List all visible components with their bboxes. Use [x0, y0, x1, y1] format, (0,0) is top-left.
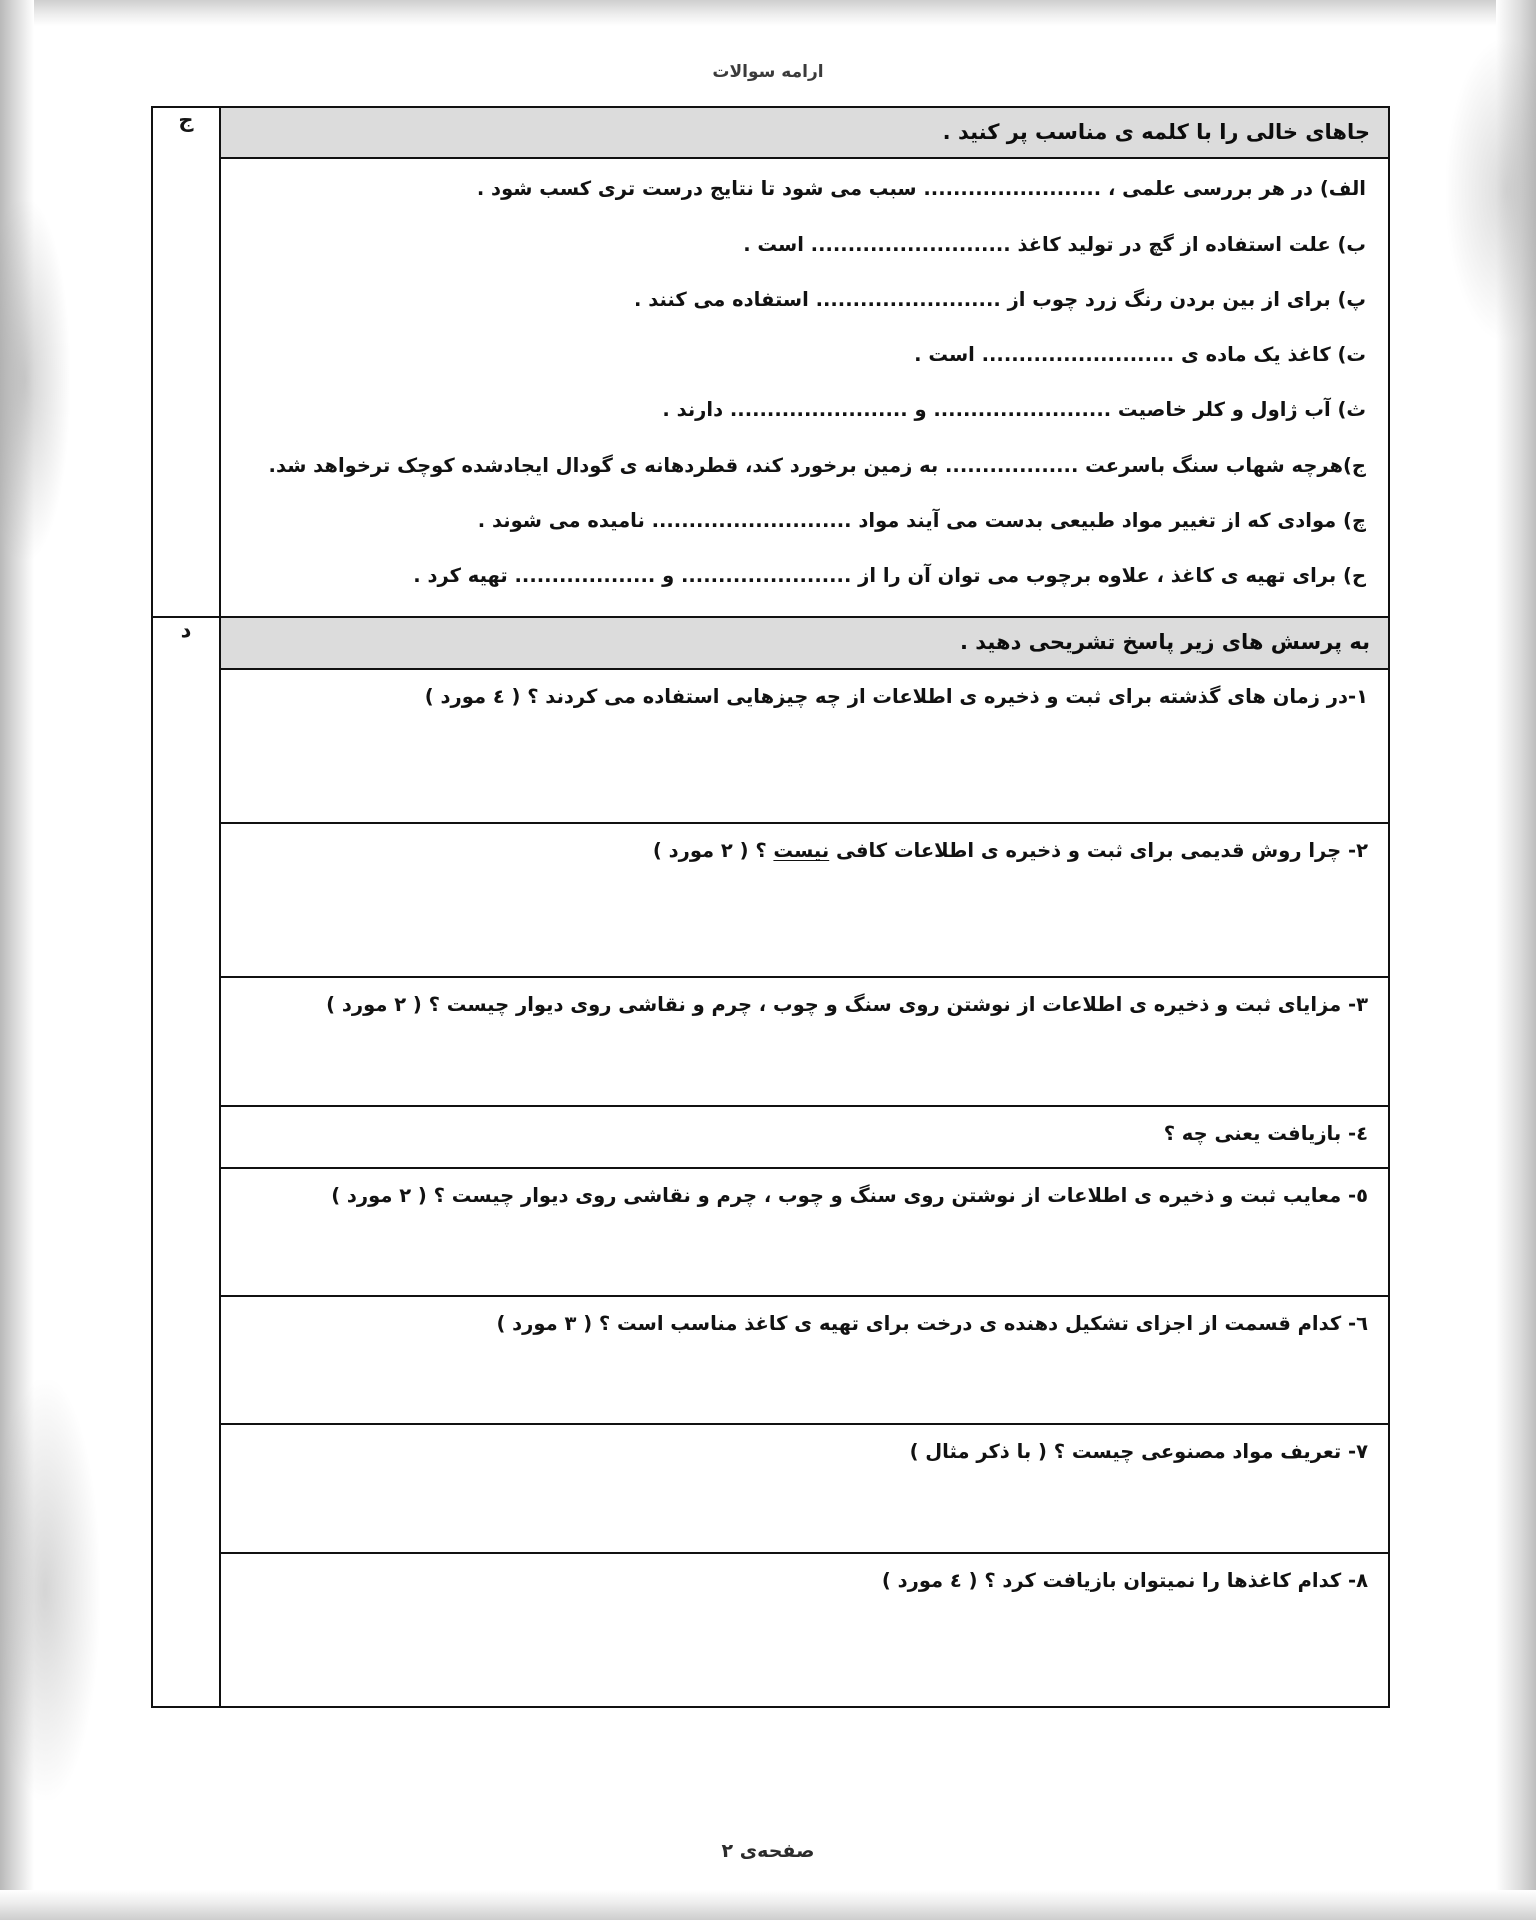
page-header-note: ارامه سوالات	[712, 62, 824, 82]
answer-area-1[interactable]	[221, 710, 1388, 822]
table-row	[152, 1424, 1389, 1552]
blank-item-jim: ج)هرچه شهاب سنگ باسرعت .................. به زمین برخورد کند، قطردهانه ی گودال ایجادشده کوچک ترخواهد شد.	[268, 453, 1366, 477]
blank-item-be: ب) علت استفاده از گچ در تولید کاغذ ........................... است .	[743, 232, 1366, 256]
fill-blanks-cell	[220, 158, 1389, 617]
table-row	[152, 1553, 1389, 1707]
section-heading-fill-blanks: جاهای خالی را با کلمه ی مناسب پر کنید .	[220, 107, 1389, 158]
question-row-4	[220, 1106, 1389, 1168]
question-row-1	[220, 669, 1389, 823]
table-row	[152, 158, 1389, 617]
question-text-2	[221, 824, 1388, 864]
blank-item-he: ح) برای تهیه ی کاغذ ، علاوه برچوب می توان آن را از ....................... و ................... تهیه کرد .	[413, 564, 1366, 588]
answer-area-6[interactable]	[221, 1337, 1388, 1423]
question-text-8: ۸- کدام کاغذها را نمیتوان بازیافت کرد ؟ ( ٤ مورد )	[881, 1568, 1368, 1592]
question-text-3: ۳- مزایای ثبت و ذخیره ی اطلاعات از نوشتن روی سنگ و چوب ، چرم و نقاشی روی دیوار چیست ؟ ( ۲ مورد )	[326, 993, 1368, 1017]
blank-item-se: ث) آب ژاول و کلر خاصیت ........................ و ........................ دارند .	[662, 398, 1366, 422]
page-footer-number: صفحه‌ی ۲	[721, 1840, 815, 1862]
table-row	[152, 1168, 1389, 1296]
question-text-4: ٤- بازیافت یعنی چه ؟	[1163, 1121, 1368, 1145]
answer-area-4[interactable]	[221, 1147, 1388, 1167]
answer-area-3[interactable]	[221, 1019, 1388, 1105]
blank-item-te: ت) کاغذ یک ماده ی .......................... است .	[914, 343, 1366, 367]
table-row	[152, 107, 1389, 158]
question-row-2	[220, 823, 1389, 977]
question-text-6: ٦- کدام قسمت از اجزای تشکیل دهنده ی درخت برای تهیه ی کاغذ مناسب است ؟ ( ۳ مورد )	[496, 1312, 1368, 1336]
question-row-5	[220, 1168, 1389, 1296]
answer-area-2[interactable]	[221, 864, 1388, 976]
section-label-dal: د	[152, 617, 220, 1707]
question-text-1: ۱-در زمان های گذشته برای ثبت و ذخیره ی اطلاعات از چه چیزهایی استفاده می کردند ؟ ( ٤ مورد )	[424, 684, 1368, 708]
question-text-5: ٥- معایب ثبت و ذخیره ی اطلاعات از نوشتن روی سنگ و چوب ، چرم و نقاشی روی دیوار چیست ؟ ( ۲ مورد )	[331, 1183, 1368, 1207]
table-row	[152, 823, 1389, 977]
blank-item-alef: الف) در هر بررسی علمی ، ........................ سبب می شود تا نتایج درست تری کسب شود .	[476, 177, 1366, 201]
question-row-6	[220, 1296, 1389, 1424]
exam-table	[151, 106, 1390, 1708]
table-row	[152, 617, 1389, 668]
question-text-7: ۷- تعریف مواد مصنوعی چیست ؟ ( با ذکر مثال )	[909, 1440, 1368, 1464]
table-row	[152, 669, 1389, 823]
blank-item-pe: پ) برای از بین بردن رنگ زرد چوب از ......................... استفاده می کنند .	[634, 287, 1366, 311]
question-text-2-underlined: نیست	[773, 838, 830, 862]
question-text-2-after: ؟ ( ۲ مورد )	[652, 838, 774, 862]
question-row-8	[220, 1553, 1389, 1707]
section-label-jim: ج	[152, 107, 220, 617]
blank-item-che: چ) موادی که از تغییر مواد طبیعی بدست می آیند مواد ........................... نامیده می شوند .	[477, 508, 1366, 532]
table-row	[152, 977, 1389, 1105]
question-row-7	[220, 1424, 1389, 1552]
answer-area-7[interactable]	[221, 1466, 1388, 1552]
section-heading-descriptive: به پرسش های زیر پاسخ تشریحی دهید .	[220, 617, 1389, 668]
question-row-3	[220, 977, 1389, 1105]
answer-area-5[interactable]	[221, 1209, 1388, 1295]
table-row	[152, 1106, 1389, 1168]
table-row	[152, 1296, 1389, 1424]
answer-area-8[interactable]	[221, 1594, 1388, 1706]
question-text-2-before: ۲- چرا روش قدیمی برای ثبت و ذخیره ی اطلاعات کافی	[829, 838, 1368, 862]
